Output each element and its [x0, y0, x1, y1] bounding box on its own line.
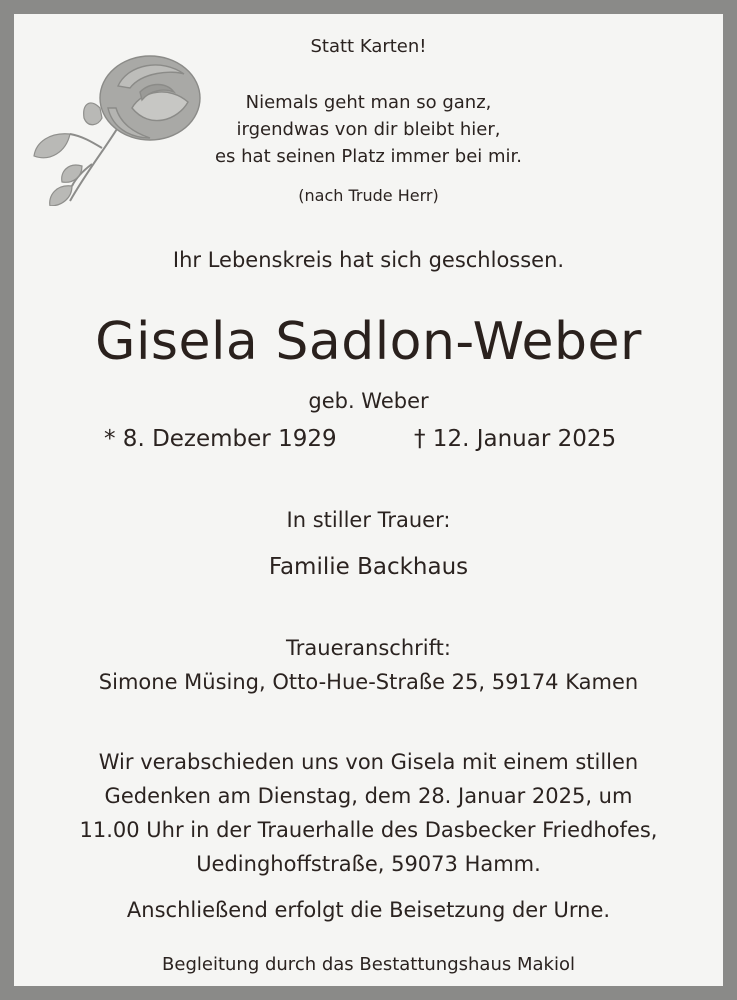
obituary-notice [14, 14, 723, 986]
ceremony-line: Uedinghoffstraße, 59073 Hamm. [196, 852, 541, 876]
ceremony-line: 11.00 Uhr in der Trauerhalle des Dasbecker Friedhofes, [79, 818, 658, 842]
poem-line: Niemals geht man so ganz, [245, 92, 492, 113]
address-value: Simone Müsing, Otto-Hue-Straße 25, 59174 Kamen [98, 670, 639, 694]
poem-attribution: (nach Trude Herr) [298, 186, 439, 205]
mourning-label: In stiller Trauer: [286, 508, 451, 532]
burial-text: Anschließend erfolgt die Beisetzung der Urne. [126, 898, 611, 922]
ceremony-line: Gedenken am Dienstag, dem 28. Januar 2025, um [104, 784, 633, 808]
poem-line: es hat seinen Platz immer bei mir. [214, 146, 523, 167]
birth-date: * 8. Dezember 1929 [104, 426, 337, 452]
poem-line: irgendwas von dir bleibt hier, [236, 119, 501, 140]
ceremony-line: Wir verabschieden uns von Gisela mit einem stillen [98, 750, 639, 774]
intro-text: Ihr Lebenskreis hat sich geschlossen. [172, 248, 565, 272]
family-name: Familie Backhaus [268, 554, 469, 580]
deceased-name: Gisela Sadlon-Weber [95, 312, 642, 372]
header-text: Statt Karten! [310, 36, 427, 57]
life-dates [14, 426, 723, 456]
death-date: † 12. Januar 2025 [414, 426, 617, 452]
footer-text: Begleitung durch das Bestattungshaus Makiol [162, 954, 575, 975]
address-label: Traueranschrift: [286, 636, 451, 660]
birth-name: geb. Weber [308, 389, 429, 413]
